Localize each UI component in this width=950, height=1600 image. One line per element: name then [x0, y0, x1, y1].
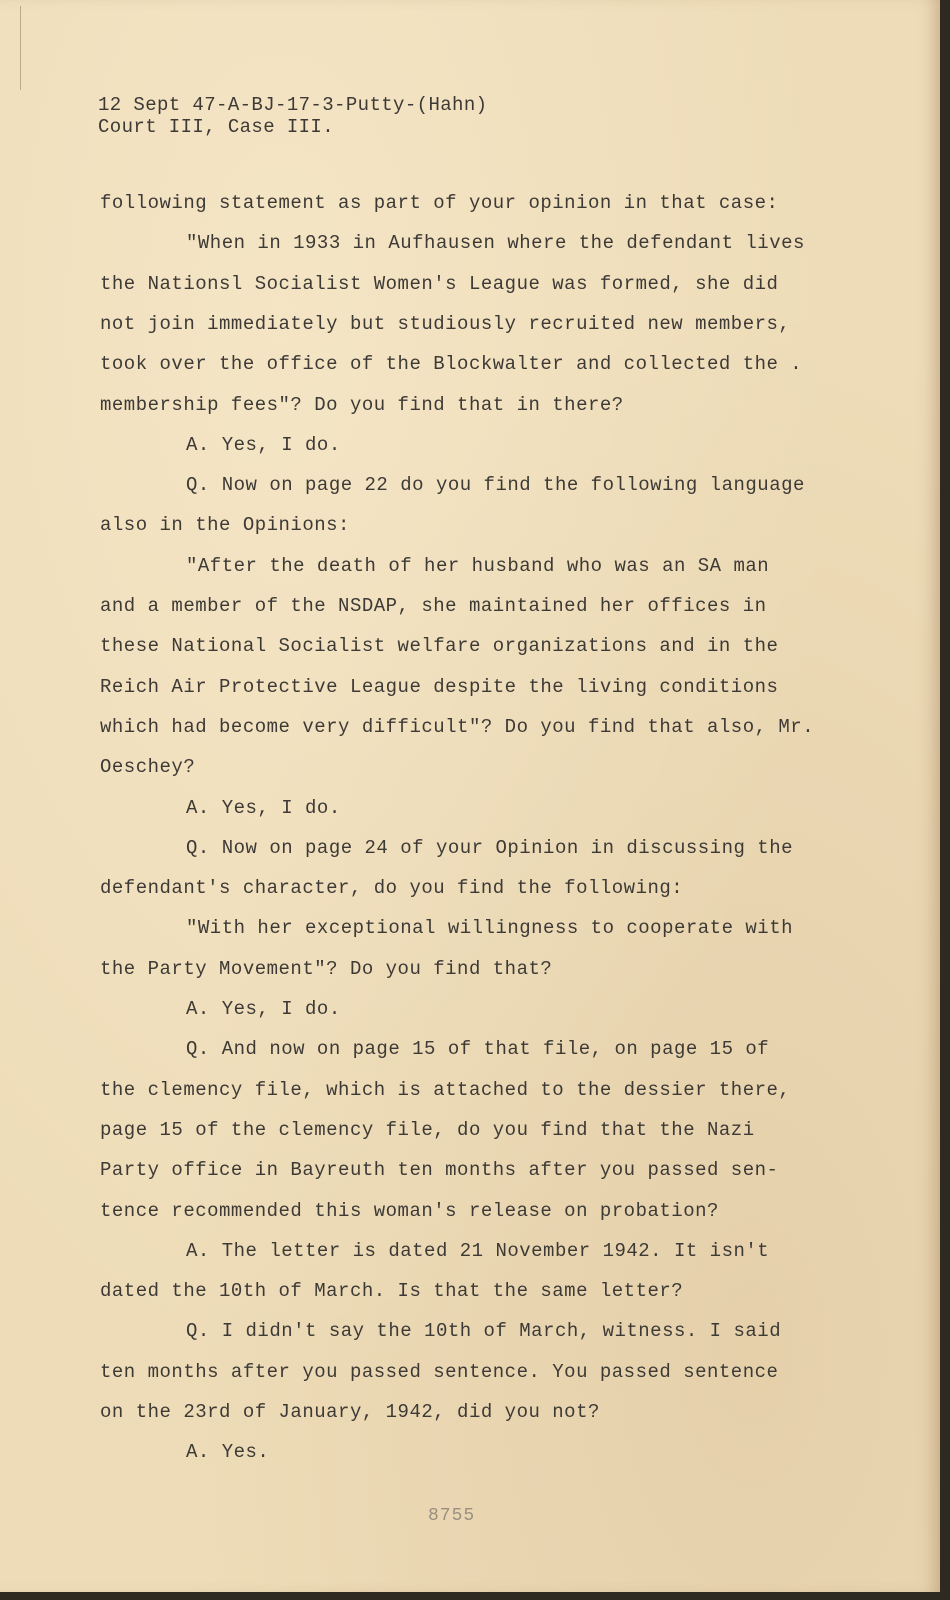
transcript-line: ten months after you passed sentence. You passed sentence — [100, 1361, 779, 1383]
transcript-line: Oeschey? — [100, 756, 196, 778]
transcript-line: dated the 10th of March. Is that the same letter? — [100, 1280, 684, 1302]
transcript-line: these National Socialist welfare organizations and in the — [100, 635, 779, 657]
transcript-line: not join immediately but studiously recruited new members, — [100, 313, 791, 335]
transcript-line: membership fees"? Do you find that in there? — [100, 394, 624, 416]
transcript-line: Q. I didn't say the 10th of March, witness. I said — [186, 1320, 782, 1342]
transcript-line: A. Yes, I do. — [186, 797, 341, 819]
transcript-line: defendant's character, do you find the following: — [100, 877, 684, 899]
transcript-line: the Nationsl Socialist Women's League was formed, she did — [100, 273, 779, 295]
transcript-line: A. Yes, I do. — [186, 998, 341, 1020]
page-number: 8755 — [428, 1506, 476, 1526]
transcript-line: A. The letter is dated 21 November 1942. It isn't — [186, 1240, 770, 1262]
transcript-line: took over the office of the Blockwalter and collected the . — [100, 353, 803, 375]
transcript-line: "When in 1933 in Aufhausen where the defendant lives — [186, 232, 805, 254]
transcript-line: also in the Opinions: — [100, 514, 350, 536]
transcript-line: which had become very difficult"? Do you find that also, Mr. — [100, 716, 815, 738]
transcript-line: "After the death of her husband who was an SA man — [186, 555, 770, 577]
transcript-line: Q. And now on page 15 of that file, on page 15 of — [186, 1038, 770, 1060]
transcript-line: A. Yes. — [186, 1441, 270, 1463]
transcript-line: Q. Now on page 24 of your Opinion in discussing the — [186, 837, 793, 859]
transcript-line: on the 23rd of January, 1942, did you not? — [100, 1401, 600, 1423]
header-reference: 12 Sept 47-A-BJ-17-3-Putty-(Hahn) — [98, 94, 488, 116]
transcript-line: A. Yes, I do. — [186, 434, 341, 456]
transcript-line: the Party Movement"? Do you find that? — [100, 958, 553, 980]
transcript-line: Reich Air Protective League despite the living conditions — [100, 676, 779, 698]
transcript-line: following statement as part of your opinion in that case: — [100, 192, 779, 214]
transcript-line: tence recommended this woman's release on probation? — [100, 1200, 719, 1222]
transcript-line: and a member of the NSDAP, she maintained her offices in — [100, 595, 767, 617]
margin-mark — [20, 6, 23, 90]
transcript-line: Q. Now on page 22 do you find the following language — [186, 474, 805, 496]
transcript-line: Party office in Bayreuth ten months after you passed sen- — [100, 1159, 779, 1181]
transcript-line: "With her exceptional willingness to cooperate with — [186, 917, 793, 939]
header-court: Court III, Case III. — [98, 116, 335, 138]
transcript-line: page 15 of the clemency file, do you find that the Nazi — [100, 1119, 755, 1141]
transcript-line: the clemency file, which is attached to the dessier there, — [100, 1079, 791, 1101]
